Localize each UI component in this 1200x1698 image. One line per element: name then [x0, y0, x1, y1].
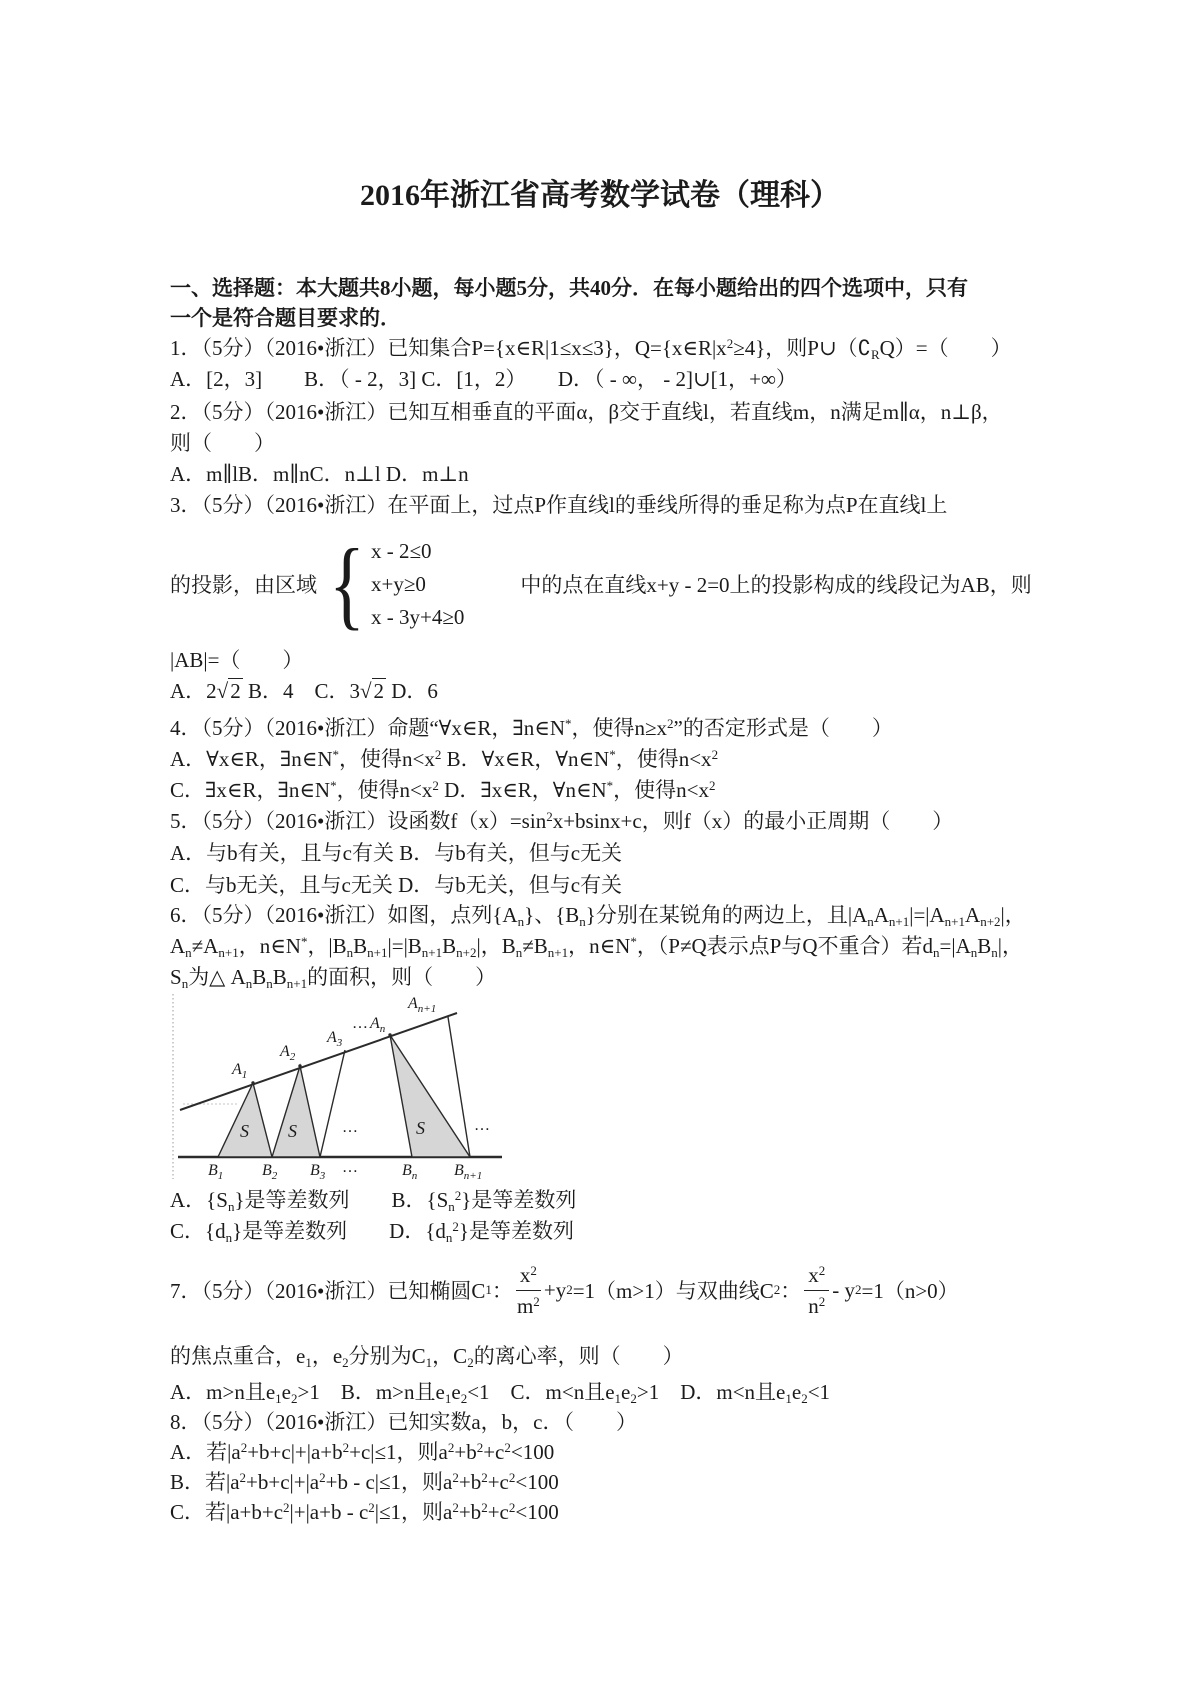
- label-b3: $B_3$: [310, 1162, 326, 1182]
- question-4-options-ab: A．∀x∈R，∃n∈N*，使得$n<x^2$ B．∀x∈R，∀n∈N*，使得$n<x^2$: [170, 747, 719, 771]
- question-2-stem-line1: 2．（5分）（2016•浙江）已知互相垂直的平面α，β交于直线l，若直线m，n满足m∥α，n⊥β，: [170, 400, 1003, 424]
- label-b2: $B_2$: [262, 1162, 278, 1182]
- question-4: [170, 713, 1042, 806]
- section-heading-line2: 一个是符合题目要求的．: [170, 306, 401, 330]
- question-8-stem: 8．（5分）（2016•浙江）已知实数a，b，c．（ ）: [170, 1410, 637, 1434]
- vertex-an: [388, 1033, 391, 1036]
- question-2: [170, 397, 1042, 490]
- question-3-before-system: 的投影，由区域: [170, 573, 317, 597]
- question-5-stem: 5．（5分）（2016•浙江）设函数$f(x)=\sin^2x+bsinx+c$，则f（x）的最小正周期（ ）: [170, 809, 954, 833]
- question-7-stem: 7．（5分）（2016•浙江）已知椭圆C 1 ： $\frac{x^2}{m^2}$ +y 2 =1（m>1）与双曲线C 2 ： $\frac{x^2}{n^2}$ - y 2 =1（n>0）: [170, 1262, 959, 1318]
- question-1: [170, 333, 1042, 395]
- system-brace: {: [329, 528, 365, 639]
- question-6-options-ab: A．$\{S_n\}$是等差数列 B．$\{S_n^2\}$是等差数列: [170, 1188, 577, 1214]
- question-5-options-ab: A．与b有关，且与c有关 B．与b有关，但与c无关: [170, 841, 623, 865]
- section-heading-line1: 一、选择题：本大题共8小题，每小题5分，共40分．在每小题给出的四个选项中，只有: [170, 276, 968, 300]
- question-6-figure: [170, 992, 510, 1182]
- question-1-stem: 1．（5分）（2016•浙江）已知集合P={x∈R|1≤x≤3}，$Q=\{x\in R|x^2\ge 4\}$，则$P\cup(∁_RQ)=$（ ）: [170, 336, 1012, 362]
- question-3-stem-line1: 3．（5分）（2016•浙江）在平面上，过点P作直线l的垂线所得的垂足称为点P在直线l上: [170, 493, 948, 517]
- vertex-a1: [251, 1081, 254, 1084]
- label-bn: $B_n$: [402, 1162, 418, 1182]
- shaded-triangle-n: [390, 1035, 470, 1157]
- dots-top: …: [352, 1015, 369, 1032]
- label-an: $A_n$: [370, 1015, 386, 1035]
- question-3-system-line: [170, 529, 1042, 639]
- label-s1: S: [240, 1121, 249, 1141]
- question-2-stem-line2: 则（ ）: [170, 431, 275, 455]
- question-1-options: A．[2，3] B．（ - 2，3] C．[1，2） D．（ - ∞， - 2]∪[1，+∞）: [170, 367, 797, 391]
- question-4-stem: 4．（5分）（2016•浙江）命题“∀x∈R，∃n∈N*，使得$n\ge x^2$”的否定形式是（ ）: [170, 716, 893, 740]
- question-6-options-cd: C．$\{d_n\}$是等差数列 D．$\{d_n^2\}$是等差数列: [170, 1219, 575, 1245]
- question-2-options: A．m∥lB．m∥nC．n⊥l D．m⊥n: [170, 462, 469, 486]
- question-8-option-c: C．若$|a+b+c^2|+|a+b - c^2|\le 1$，则$a^2+b^2+c^2<100$: [170, 1500, 559, 1524]
- question-5: [170, 805, 1042, 901]
- label-b1: $B_1$: [208, 1162, 224, 1182]
- question-3-options: A．2√2 B．4 C．3√2 D．6: [170, 679, 438, 703]
- label-a2: $A_2$: [280, 1043, 296, 1063]
- question-6-options: [170, 1185, 1042, 1247]
- question-8-option-a: A．若$|a^2+b+c|+|a+b^2+c|\le 1$，则$a^2+b^2+c^2<100$: [170, 1440, 555, 1464]
- dots-bottom: …: [342, 1159, 359, 1176]
- segment-a3-b3: [320, 1050, 345, 1157]
- question-6-stem-line3: $S_n$为△ $A_nB_nB_{n+1}$的面积，则（ ）: [170, 965, 497, 991]
- dots-middle: …: [342, 1119, 359, 1136]
- question-6-figure-wrap: [170, 992, 510, 1187]
- system-row-1: x - 2≤0: [371, 538, 432, 563]
- question-8: [170, 1407, 1042, 1527]
- question-3-after-system: 中的点在直线x+y - 2=0上的投影构成的线段记为AB，则: [520, 573, 1032, 597]
- question-4-options-cd: C．∃x∈R，∃n∈N*，使得$n<x^2$ D．∃x∈R，∀n∈N*，使得$n<x^2$: [170, 778, 716, 802]
- dots-right: …: [474, 1117, 491, 1134]
- system-row-3: x - 3y+4≥0: [371, 604, 465, 629]
- page-title: 2016年浙江省高考数学试卷（理科）: [360, 179, 840, 212]
- question-3: [170, 490, 1042, 707]
- shaded-triangle-2: [272, 1066, 320, 1157]
- label-bn1: $B_{n+1}$: [454, 1162, 483, 1182]
- label-sn: S: [416, 1118, 425, 1138]
- system-row-2: x+y≥0: [371, 571, 426, 596]
- label-a3: $A_3$: [327, 1029, 343, 1049]
- question-3-system: [371, 535, 464, 634]
- question-3-ab-line: |AB|=（ ）: [170, 648, 304, 672]
- question-5-options-cd: C．与b无关，且与c无关 D．与b无关，但与c有关: [170, 873, 623, 897]
- label-s2: S: [288, 1121, 297, 1141]
- question-6-stem-line1: 6．（5分）（2016•浙江）如图，点列$\{A_n\}$、$\{B_n\}$分别在某锐角的两边上，且$|A_nA_{n+1}|=|A_{n+1}A_{n+2}|$，: [170, 903, 1026, 929]
- question-7-stem-line2: 的焦点重合，$e_1$，$e_2$分别为$C_1$，$C_2$的离心率，则（ ）: [170, 1344, 684, 1370]
- label-an1: $A_{n+1}$: [408, 995, 437, 1015]
- question-6-stem-line2: $A_n\ne A_{n+1}$，n∈N*，$|B_nB_{n+1}|=|B_{n+1}B_{n+2}|$，$B_n\ne B_{n+1}$，n∈N*，（P≠Q表示点P与Q不重合）若$d_n=|A_nB_n|$，: [170, 934, 1023, 960]
- label-a1: $A_1$: [232, 1061, 248, 1081]
- question-8-option-b: B．若$|a^2+b+c|+|a^2+b - c|\le 1$，则$a^2+b^2+c^2<100$: [170, 1470, 559, 1494]
- section-heading: [170, 273, 1042, 333]
- question-6: [170, 900, 1042, 993]
- question-7: [170, 1252, 1042, 1408]
- vertex-a2: [298, 1064, 301, 1067]
- question-7-options: A．m>n且$e_1e_2>1$ B．m>n且$e_1e_2<1$ C．m<n且$e_1e_2>1$ D．m<n且$e_1e_2<1$: [170, 1380, 831, 1406]
